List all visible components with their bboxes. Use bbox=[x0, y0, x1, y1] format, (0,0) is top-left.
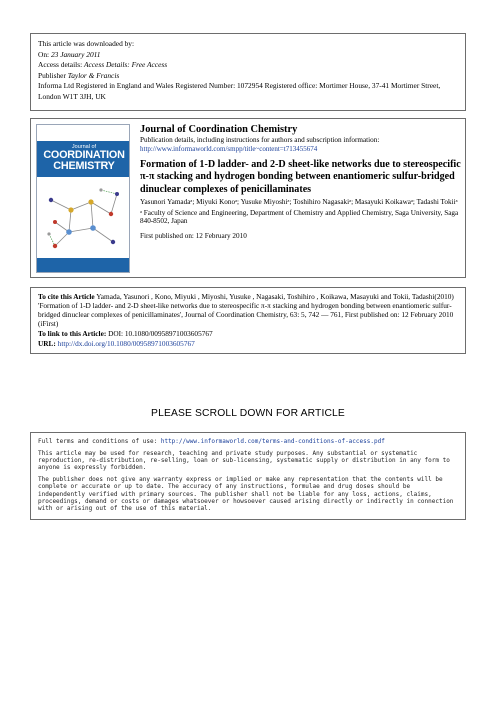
cover-footer-band bbox=[37, 258, 130, 272]
cover-molecule-illustration bbox=[41, 182, 127, 258]
journal-url-link[interactable]: http://www.informaworld.com/smpp/title~content=t713455674 bbox=[140, 144, 318, 153]
link-label: To link to this Article: bbox=[38, 328, 107, 338]
first-published-date: First published on: 12 February 2010 bbox=[140, 231, 247, 240]
cover-header bbox=[37, 125, 129, 142]
publisher-value: Taylor & Francis bbox=[67, 70, 120, 80]
url-line bbox=[38, 340, 458, 349]
cover-journal-of: Journal of bbox=[71, 144, 97, 150]
full-terms-line bbox=[38, 438, 458, 445]
cover-title-band bbox=[37, 141, 130, 177]
article-info-box bbox=[30, 118, 466, 278]
terms-paragraph-usage: This article may be used for research, teaching and private study purposes. Any substantial or systematic reproduction, re-distribution, re-selling, loan or sub-licensing, systematic supply or distribution in any form to anyone is expressly forbidden. bbox=[38, 450, 450, 472]
cite-text: Yamada, Yasunori , Kono, Miyuki , Miyoshi, Yusuke , Nagasaki, Toshihiro , Koikawa, Masayuki and Tokii, Tadashi(2010) 'Formation of 1-D ladder- and 2-D sheet-like networks due to stereospecific π-π stacking and hydrogen bonding between enantiomeric sulfur-bridged dinuclear complexes of penicillaminates', Journal of Coordination Chemistry, 63: 5, 742 — 761, First published on: 12 February 2010 (iFirst) bbox=[38, 292, 454, 328]
journal-cover-image bbox=[36, 124, 130, 273]
publisher-label: Publisher bbox=[38, 70, 66, 80]
link-line bbox=[38, 330, 458, 339]
download-date-line bbox=[38, 50, 458, 61]
cover-coordination: COORDINATION bbox=[43, 149, 125, 161]
publication-details: Publication details, including instructions for authors and subscription information: bbox=[140, 136, 380, 144]
cite-paragraph bbox=[38, 293, 458, 329]
article-title: Formation of 1-D ladder- and 2-D sheet-like networks due to stereospecific π-π stacking and hydrogen bonding between enantiomeric sulfur-bridged dinuclear complexes of penicillaminates bbox=[140, 158, 461, 195]
access-label: Access details: bbox=[38, 60, 83, 70]
access-details-line bbox=[38, 60, 458, 71]
terms-box bbox=[30, 432, 466, 520]
article-authors: Yasunori Yamadaᵃ; Miyuki Konoᵃ; Yusuke Miyoshiᵃ; Toshihiro Nagasakiᵃ; Masayuki Koikawaᵃ; Tadashi Tokiiᵃ bbox=[140, 198, 458, 207]
download-date: 23 January 2011 bbox=[50, 49, 101, 59]
citation-box bbox=[30, 287, 466, 354]
doi-url-link[interactable]: http://dx.doi.org/10.1080/00958971003605767 bbox=[57, 338, 195, 348]
scroll-down-notice: PLEASE SCROLL DOWN FOR ARTICLE bbox=[151, 408, 345, 419]
journal-title: Journal of Coordination Chemistry bbox=[140, 124, 298, 135]
download-info-box bbox=[30, 33, 466, 111]
doi-text: DOI: 10.1080/00958971003605767 bbox=[108, 328, 213, 338]
cite-label: To cite this Article bbox=[38, 292, 95, 301]
author-affiliation: ᵃ Faculty of Science and Engineering, Department of Chemistry and Applied Chemistry, Saga University, Saga 840-8502, Japan bbox=[140, 208, 459, 226]
article-details bbox=[140, 124, 462, 240]
full-terms-label: Full terms and conditions of use: bbox=[38, 438, 158, 445]
on-label: On: bbox=[38, 49, 50, 59]
terms-url-link[interactable]: http://www.informaworld.com/terms-and-conditions-of-access.pdf bbox=[160, 438, 385, 445]
registered-office-line: Informa Ltd Registered in England and Wales Registered Number: 1072954 Registered office: Mortimer House, 37-41 Mortimer Street, London W1T 3JH, UK bbox=[38, 81, 441, 101]
url-label: URL: bbox=[38, 338, 56, 348]
downloaded-by-line: This article was downloaded by: bbox=[38, 39, 135, 48]
publisher-line bbox=[38, 71, 458, 82]
access-value: Access Details: Free Access bbox=[83, 60, 168, 70]
terms-paragraph-disclaimer: The publisher does not give any warranty express or implied or make any representation that the contents will be complete or accurate or up to date. The accuracy of any instructions, formulae and drug doses should be independently verified with primary sources. The publisher shall not be liable for any loss, actions, claims, proceedings, demand or costs or damages whatsoever or howsoever caused arising directly or indirectly in connection with or arising out of the use of this material. bbox=[38, 476, 454, 512]
cover-chemistry: CHEMISTRY bbox=[53, 160, 115, 172]
